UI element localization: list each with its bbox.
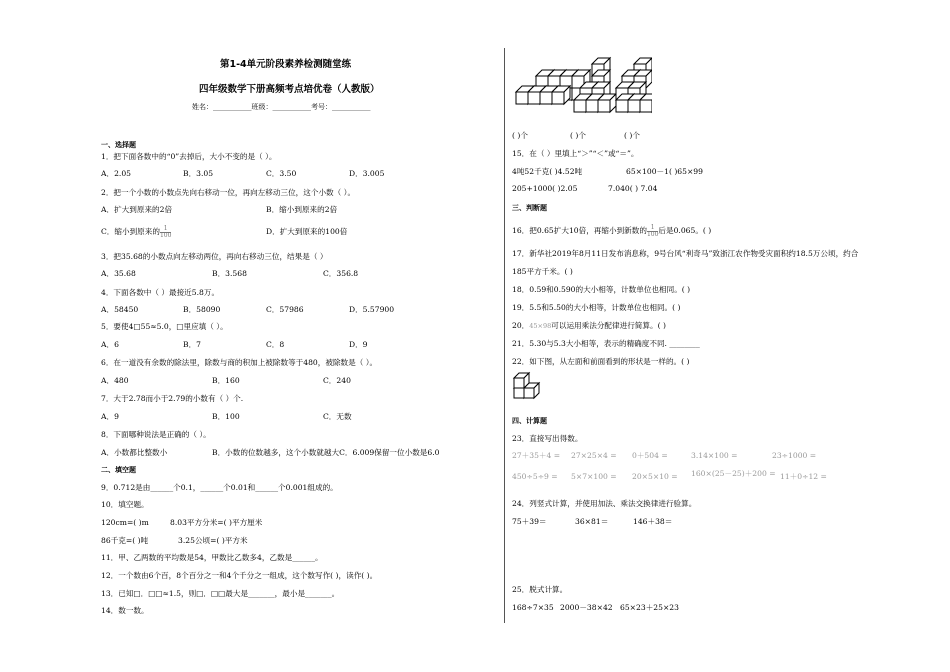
q4-option-d: D．5.57900 xyxy=(349,305,395,314)
q23-item: 27×25×4 = xyxy=(571,451,617,460)
question-12: 12．一个数由6个百，8个百分之一和4个千分之一组成，这个数写作( )，读作( )。 xyxy=(101,571,378,580)
question-15: 15．在（ ）里填上“＞”“＜”或“＝”。 xyxy=(512,149,639,158)
question-16 xyxy=(512,221,711,241)
question-2: 2．把一个小数的小数点先向右移动一位，再向左移动三位，这个小数（ ）。 xyxy=(101,188,356,197)
cube xyxy=(552,86,570,104)
question-13: 13．已知□．□□≈1.5，则□．□□最大是_______，最小是_______。 xyxy=(101,589,340,598)
q23-item: 27＋35＋4 = xyxy=(512,451,561,460)
q2-fraction-denominator: 100 xyxy=(159,231,172,239)
q6-option-a: A．480 xyxy=(101,376,129,385)
q3-option-c: C．356.8 xyxy=(323,269,359,278)
question-23: 23．直接写出得数。 xyxy=(512,434,583,443)
q23-item: 0＋504 = xyxy=(632,451,668,460)
section-judge: 三、判断题 xyxy=(512,204,547,212)
q3-option-a: A．35.68 xyxy=(101,269,136,278)
q2-option-d: D．扩大到原来的100倍 xyxy=(266,227,348,236)
q1-option-c: C．3.50 xyxy=(266,169,297,178)
q16-fraction-numerator: 1 xyxy=(647,225,658,232)
page-subtitle: 四年级数学下册高频考点培优卷（人教版） xyxy=(199,84,380,95)
question-18: 18．0.59和0.590的大小相等，计数单位也相同。( ) xyxy=(512,285,691,294)
q2-option-a: A．扩大到原来的2倍 xyxy=(101,205,173,214)
q3-option-b: B．3.568 xyxy=(212,269,247,278)
q10-line1-a: 120cm=( )m xyxy=(101,518,149,527)
question-6: 6．在一道没有余数的除法里，除数与商的积加上被除数等于480，被除数是（ ）。 xyxy=(101,358,378,367)
q5-option-b: B．7 xyxy=(183,340,202,349)
q20-prefix: 20． xyxy=(512,321,530,330)
q6-option-c: C．240 xyxy=(323,376,351,385)
q23-item: 11＋0÷12 = xyxy=(780,472,827,481)
question-17-line1: 17．新华社2019年8月11日发布消息称，9号台风“利奇马”致浙江农作物受灾面积约18.5万公顷，约合 xyxy=(512,249,859,258)
question-19: 19．5.5和5.50的大小相等，计数单位也相同。( ) xyxy=(512,303,681,312)
question-8: 8．下面哪种说法是正确的（ ）。 xyxy=(101,430,211,439)
q16-fraction-denominator: 100 xyxy=(646,230,659,238)
column-divider xyxy=(504,48,505,623)
q7-option-a: A．9 xyxy=(101,412,119,421)
q15-line2-a: 205+1000( )2.05 xyxy=(512,184,578,193)
question-10: 10．填空题。 xyxy=(101,500,149,509)
question-4: 4．下面各数中（ ）最接近5.8万。 xyxy=(101,288,220,297)
q5-option-c: C．8 xyxy=(266,340,285,349)
q7-option-b: B．100 xyxy=(212,412,240,421)
q5-option-d: D．9 xyxy=(349,340,368,349)
q23-item: 20×5×10 = xyxy=(632,472,678,481)
student-info-line: 姓名：___________班级：___________考号：___________ xyxy=(192,103,371,111)
q23-item: 450÷5÷9 = xyxy=(512,472,558,481)
question-22: 22．如下图，从左面和前面看到的形状是一样的。( ) xyxy=(512,357,690,366)
q2-option-c xyxy=(101,222,171,242)
q23-item: 160×(25－25)＋200 = xyxy=(691,469,776,478)
q4-option-a: A．58450 xyxy=(101,305,139,314)
question-1: 1．把下面各数中的“0”去掉后，大小不变的是（ ）。 xyxy=(101,152,277,161)
q4-option-b: B．58090 xyxy=(183,305,221,314)
q8-option-b: B．小数的位数越多，这个小数就越大C．6.009保留一位小数是6.0 xyxy=(212,448,440,457)
q20-text: 可以运用乘法分配律进行简算。( ) xyxy=(551,321,666,330)
q2-fraction-numerator: 1 xyxy=(160,226,171,233)
q14-blank-2: ( )个 xyxy=(570,131,586,140)
q15-line1-b: 65×100－1( )65×99 xyxy=(626,167,703,176)
q10-line2-b: 3.25公顷=( )平方米 xyxy=(178,536,248,545)
q10-line1-b: 8.03平方分米=( )平方厘米 xyxy=(170,518,263,527)
section-choice: 一、选择题 xyxy=(101,141,136,149)
cube xyxy=(514,373,529,388)
q4-option-c: C．57986 xyxy=(266,305,304,314)
section-fill: 二、填空题 xyxy=(101,466,136,474)
q23-item: 23÷1000 = xyxy=(772,451,817,460)
question-5: 5．要使4□55≈5.0，□里应填（ ）。 xyxy=(101,322,228,331)
q24-item: 75＋39＝ xyxy=(512,517,547,526)
q14-blank-3: ( )个 xyxy=(624,131,640,140)
q14-blank-1: ( )个 xyxy=(512,131,528,140)
section-calc: 四、计算题 xyxy=(512,417,547,425)
q22-cube-figure xyxy=(512,370,546,402)
q1-option-d: D．3.005 xyxy=(349,169,385,178)
q2-option-b: B．缩小到原来的2倍 xyxy=(266,205,338,214)
q15-line2-b: 7.040( ) 7.04 xyxy=(608,184,658,193)
cube-figures xyxy=(512,50,652,122)
q2-option-c-text: C．缩小到原来的 xyxy=(101,227,160,236)
q25-item: 168÷7×35 xyxy=(512,603,554,612)
question-24: 24．列竖式计算，并使用加法、乘法交换律进行验算。 xyxy=(512,499,697,508)
q5-option-a: A．6 xyxy=(101,340,119,349)
q25-item: 2000－38×42 xyxy=(560,603,613,612)
q16-fraction xyxy=(647,225,658,238)
q7-option-c: C．无数 xyxy=(323,412,352,421)
q15-line1-a: 4吨52千克( )4.52吨 xyxy=(512,167,583,176)
q16-text-a: 16．把0.65扩大10倍，再缩小到新数的 xyxy=(512,226,647,235)
q25-item: 65×23＋25×23 xyxy=(620,603,679,612)
q20-expression: 45×98 xyxy=(529,322,552,330)
question-3: 3．把35.68的小数点向左移动两位，再向右移动三位，结果是（ ） xyxy=(101,252,328,261)
question-20 xyxy=(512,321,666,331)
q24-item: 36×81＝ xyxy=(575,517,609,526)
question-21: 21．5.30与5.3大小相等，表示的精确度不同. ________ xyxy=(512,339,700,348)
question-11: 11．甲、乙两数的平均数是54，甲数比乙数多4，乙数是______。 xyxy=(101,553,323,562)
q24-item: 146＋38＝ xyxy=(633,517,673,526)
q1-option-a: A．2.05 xyxy=(101,169,131,178)
question-7: 7．大于2.78而小于2.79的小数有（ ）个. xyxy=(101,394,244,403)
q6-option-b: B．160 xyxy=(212,376,240,385)
q8-option-a: A．小数都比整数小 xyxy=(101,448,168,457)
q1-option-b: B．3.05 xyxy=(183,169,214,178)
question-14: 14．数一数。 xyxy=(101,606,149,615)
question-9: 9．0.712是由______个0.1，______个0.01和______个0.001组成的。 xyxy=(101,483,338,492)
question-25: 25．脱式计算。 xyxy=(512,585,568,594)
q16-text-b: 后是0.065。( ) xyxy=(658,226,712,235)
q23-item: 3.14×100 = xyxy=(691,451,738,460)
q23-item: 5×7×100 = xyxy=(571,472,617,481)
q2-fraction xyxy=(160,226,171,239)
question-17-line2: 185平方千米。( ) xyxy=(512,267,573,276)
page-title: 第1-4单元阶段素养检测随堂练 xyxy=(220,59,352,70)
q10-line2-a: 86千克=( )吨 xyxy=(101,536,149,545)
cube xyxy=(598,94,616,112)
